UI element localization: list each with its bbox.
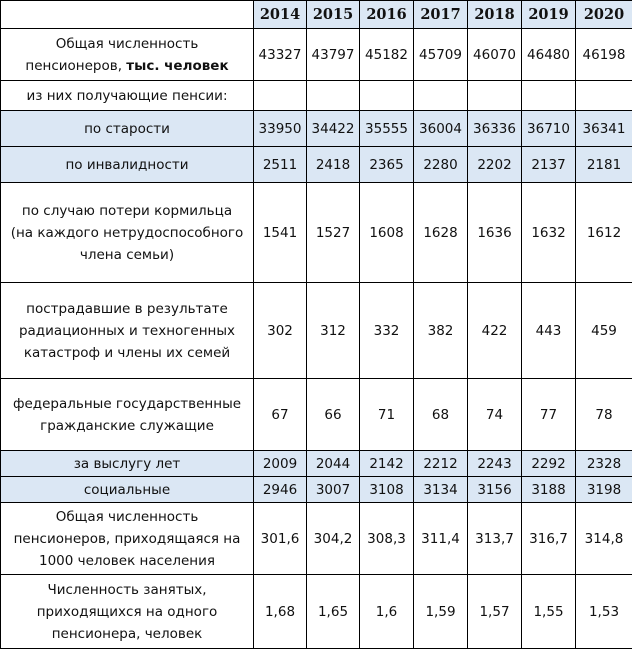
value-cell: 422 <box>468 283 522 379</box>
value-cell: 332 <box>360 283 414 379</box>
value-cell: 33950 <box>254 111 307 147</box>
row-label-line: Общая численность <box>56 509 199 525</box>
value-cell: 3108 <box>360 477 414 503</box>
row-label-cell <box>1 451 254 477</box>
value-cell: 312 <box>307 283 360 379</box>
table-row <box>1 81 632 111</box>
value-cell: 2142 <box>360 451 414 477</box>
row-label-line: за выслугу лет <box>74 456 181 472</box>
value-cell <box>414 81 468 111</box>
value-cell <box>468 81 522 111</box>
value-cell: 1612 <box>576 183 632 283</box>
row-label-cell <box>1 575 254 649</box>
row-label-cell <box>1 183 254 283</box>
value-cell: 2280 <box>414 147 468 183</box>
row-label-cell <box>1 477 254 503</box>
value-cell: 1636 <box>468 183 522 283</box>
value-cell: 2946 <box>254 477 307 503</box>
year-header: 2014 <box>254 1 307 29</box>
year-header: 2019 <box>522 1 576 29</box>
row-label-cell <box>1 283 254 379</box>
table-row <box>1 183 632 283</box>
value-cell: 2511 <box>254 147 307 183</box>
table-row <box>1 283 632 379</box>
row-label-line: пострадавшие в результате <box>26 301 228 317</box>
row-label-line: катастроф и члены их семей <box>24 345 230 361</box>
table-row <box>1 147 632 183</box>
value-cell: 2137 <box>522 147 576 183</box>
value-cell: 2181 <box>576 147 632 183</box>
value-cell: 36710 <box>522 111 576 147</box>
value-cell: 316,7 <box>522 503 576 575</box>
value-cell: 46198 <box>576 29 632 81</box>
table-row <box>1 29 632 81</box>
row-label-line: члена семьи) <box>80 247 174 263</box>
value-cell: 1608 <box>360 183 414 283</box>
value-cell: 3007 <box>307 477 360 503</box>
value-cell: 1527 <box>307 183 360 283</box>
value-cell: 1,6 <box>360 575 414 649</box>
value-cell: 3156 <box>468 477 522 503</box>
year-header: 2015 <box>307 1 360 29</box>
value-cell: 74 <box>468 379 522 451</box>
table-row <box>1 379 632 451</box>
row-label-cell <box>1 29 254 81</box>
value-cell: 302 <box>254 283 307 379</box>
value-cell: 3134 <box>414 477 468 503</box>
value-cell <box>360 81 414 111</box>
value-cell: 301,6 <box>254 503 307 575</box>
value-cell: 34422 <box>307 111 360 147</box>
value-cell: 2418 <box>307 147 360 183</box>
table-row <box>1 477 632 503</box>
value-cell: 2243 <box>468 451 522 477</box>
value-cell: 304,2 <box>307 503 360 575</box>
row-label-line: гражданские служащие <box>40 418 214 434</box>
row-label-line: пенсионеров, <box>25 58 126 74</box>
year-header: 2017 <box>414 1 468 29</box>
table-row <box>1 575 632 649</box>
value-cell: 68 <box>414 379 468 451</box>
row-label-line: из них получающие пенсии: <box>26 88 227 104</box>
value-cell: 1,53 <box>576 575 632 649</box>
value-cell: 66 <box>307 379 360 451</box>
value-cell: 36336 <box>468 111 522 147</box>
value-cell: 313,7 <box>468 503 522 575</box>
value-cell: 36004 <box>414 111 468 147</box>
table-row <box>1 111 632 147</box>
value-cell: 1,65 <box>307 575 360 649</box>
value-cell: 3198 <box>576 477 632 503</box>
year-header: 2018 <box>468 1 522 29</box>
value-cell: 2044 <box>307 451 360 477</box>
value-cell: 2202 <box>468 147 522 183</box>
row-label-cell <box>1 81 254 111</box>
value-cell: 43327 <box>254 29 307 81</box>
year-header: 2020 <box>576 1 632 29</box>
value-cell: 443 <box>522 283 576 379</box>
value-cell: 1632 <box>522 183 576 283</box>
value-cell: 2292 <box>522 451 576 477</box>
value-cell: 382 <box>414 283 468 379</box>
value-cell: 43797 <box>307 29 360 81</box>
row-label-line: федеральные государственные <box>13 396 241 412</box>
value-cell: 3188 <box>522 477 576 503</box>
value-cell: 1,59 <box>414 575 468 649</box>
row-label-cell <box>1 503 254 575</box>
value-cell <box>254 81 307 111</box>
value-cell: 314,8 <box>576 503 632 575</box>
row-label-line: пенсионера, человек <box>52 626 203 642</box>
row-label-line: радиационных и техногенных <box>19 323 235 339</box>
value-cell: 45709 <box>414 29 468 81</box>
value-cell: 46070 <box>468 29 522 81</box>
value-cell: 308,3 <box>360 503 414 575</box>
value-cell: 2328 <box>576 451 632 477</box>
value-cell: 1628 <box>414 183 468 283</box>
value-cell: 77 <box>522 379 576 451</box>
value-cell <box>522 81 576 111</box>
header-corner-cell <box>1 1 254 29</box>
table-row <box>1 503 632 575</box>
value-cell: 46480 <box>522 29 576 81</box>
row-label-line: Численность занятых, <box>47 582 206 598</box>
value-cell: 1,57 <box>468 575 522 649</box>
value-cell: 35555 <box>360 111 414 147</box>
row-label-cell <box>1 379 254 451</box>
value-cell: 36341 <box>576 111 632 147</box>
value-cell: 1,55 <box>522 575 576 649</box>
value-cell: 1,68 <box>254 575 307 649</box>
value-cell: 311,4 <box>414 503 468 575</box>
row-label-line: (на каждого нетрудоспособного <box>11 225 244 241</box>
value-cell: 67 <box>254 379 307 451</box>
row-label-line: 1000 человек населения <box>39 553 215 569</box>
value-cell: 2009 <box>254 451 307 477</box>
row-label-line: по случаю потери кормильца <box>22 203 232 219</box>
value-cell: 78 <box>576 379 632 451</box>
value-cell: 2365 <box>360 147 414 183</box>
value-cell: 1541 <box>254 183 307 283</box>
value-cell: 2212 <box>414 451 468 477</box>
row-label-line: по старости <box>84 121 170 137</box>
value-cell: 45182 <box>360 29 414 81</box>
row-label-cell <box>1 147 254 183</box>
row-label-line: Общая численность <box>56 36 199 52</box>
row-label-line: пенсионеров, приходящаяся на <box>14 531 241 547</box>
value-cell <box>576 81 632 111</box>
table-row <box>1 451 632 477</box>
row-label-line: социальные <box>84 482 170 498</box>
row-label-line: приходящихся на одного <box>37 604 218 620</box>
value-cell: 71 <box>360 379 414 451</box>
year-header: 2016 <box>360 1 414 29</box>
value-cell: 459 <box>576 283 632 379</box>
row-label-unit: тыс. человек <box>126 58 228 74</box>
row-label-cell <box>1 111 254 147</box>
header-row <box>1 1 632 29</box>
value-cell <box>307 81 360 111</box>
row-label-line: по инвалидности <box>65 157 188 173</box>
